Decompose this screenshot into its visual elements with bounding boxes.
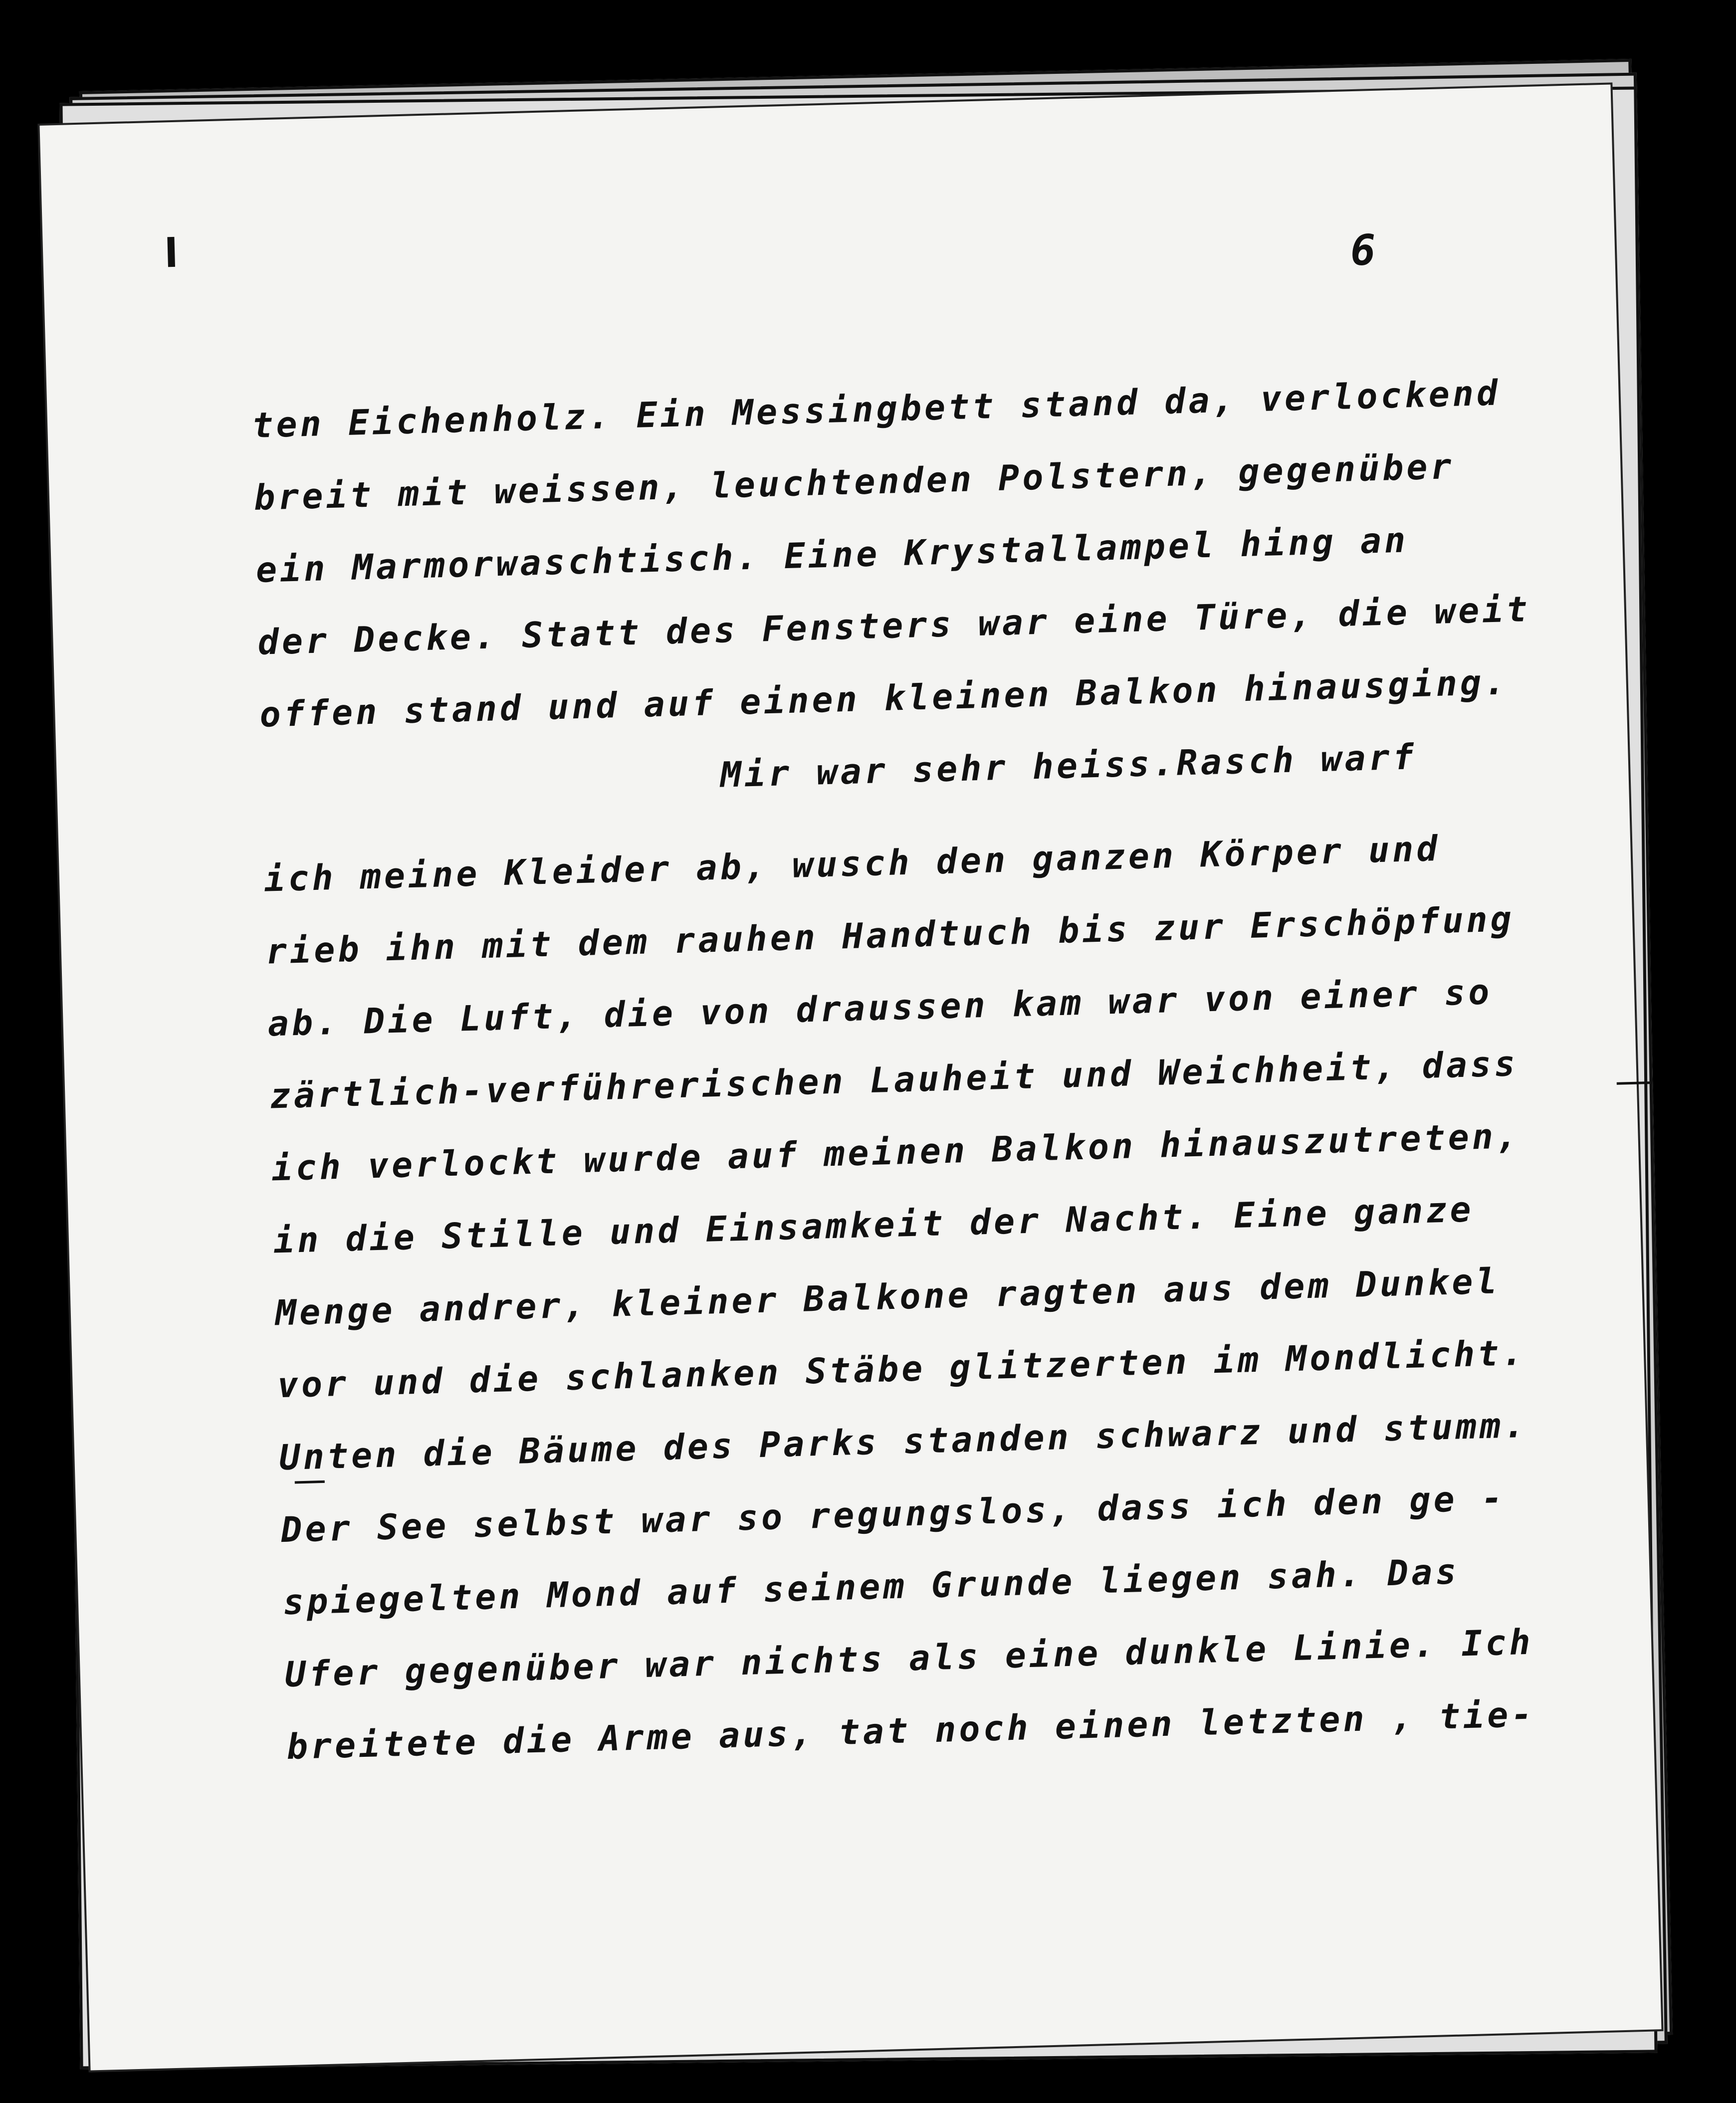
text-line: ich meine Kleider ab, wusch den ganzen Körper und bbox=[263, 828, 1441, 900]
body-text bbox=[251, 356, 1584, 1783]
text-line: Mir war sehr heiss.Rasch warf bbox=[719, 736, 1417, 796]
text-line: breit mit weissen, leuchtenden Polstern, gegenüber bbox=[253, 445, 1455, 518]
text-line: in die Stille und Einsamkeit der Nacht. Eine ganze bbox=[273, 1189, 1475, 1262]
text-line: spiegelten Mond auf seinem Grunde liegen sah. Das bbox=[282, 1551, 1460, 1623]
text-line: zärtlich-verführerischen Lauheit und Weichheit, dass bbox=[269, 1043, 1519, 1117]
text-line: Menge andrer, kleiner Balkone ragten aus dem Dunkel bbox=[274, 1261, 1501, 1334]
text-line: ein Marmorwaschtisch. Eine Krystallampel hing an bbox=[255, 519, 1409, 591]
text-line: ab. Die Luft, die von draussen kam war von einer so bbox=[267, 971, 1493, 1045]
page-number: 6 bbox=[1349, 225, 1376, 275]
text-line: Der See selbst war so regungslos, dass ich den ge - bbox=[280, 1477, 1506, 1551]
text-line: offen stand und auf einen kleinen Balkon hinausging. bbox=[259, 661, 1509, 735]
ink-mark bbox=[167, 237, 175, 267]
text-line: ten Eichenholz. Ein Messingbett stand da, verlockend bbox=[251, 372, 1502, 446]
text-line: vor und die schlanken Stäbe glitzerten im Mondlicht. bbox=[276, 1332, 1526, 1406]
text-line: breitete die Arme aus, tat noch einen letzten , tie- bbox=[286, 1693, 1536, 1768]
text-line: der Decke. Statt des Fensters war eine Türe, die weit bbox=[257, 589, 1531, 663]
text-line: Unten die Bäume des Parks standen schwarz und stumm. bbox=[278, 1404, 1528, 1478]
text-line: rieb ihn mit dem rauhen Handtuch bis zur Erschöpfung bbox=[265, 898, 1515, 972]
text-line: Ufer gegenüber war nichts als eine dunkle Linie. Ich bbox=[284, 1621, 1534, 1695]
text-line: ich verlockt wurde auf meinen Balkon hinauszutreten, bbox=[271, 1115, 1521, 1189]
typewritten-page bbox=[39, 84, 1661, 2070]
